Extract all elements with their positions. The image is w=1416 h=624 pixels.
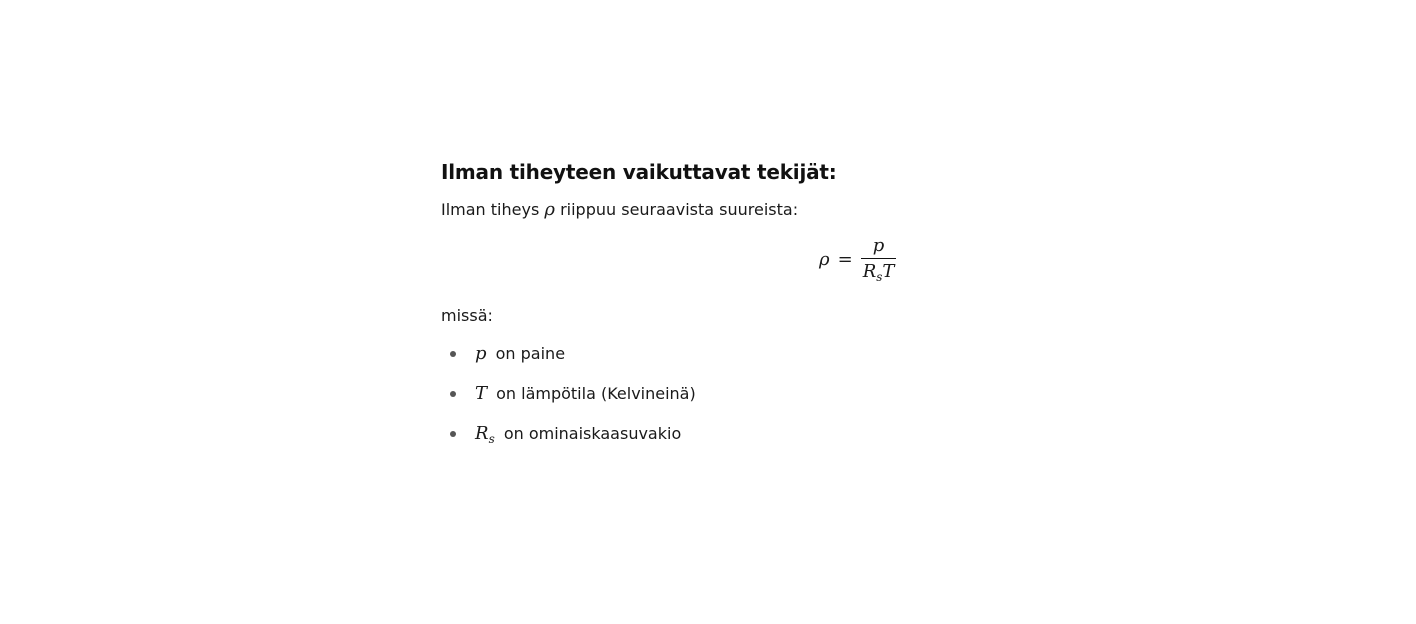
- variable-symbol: [475, 423, 495, 444]
- equals-sign: =: [837, 249, 853, 270]
- fraction: [861, 236, 897, 283]
- equation-body: [819, 236, 896, 283]
- intro-text-before: Ilman tiheys: [441, 200, 540, 219]
- bullet-icon: [450, 391, 456, 397]
- missa-label: missä:: [441, 306, 493, 325]
- density-equation: [441, 226, 1281, 294]
- equation-lhs: ρ: [819, 249, 830, 270]
- variable-main: p: [475, 343, 487, 364]
- variable-symbol: [475, 383, 487, 404]
- document-content: [441, 156, 1281, 462]
- list-item: [441, 422, 1281, 462]
- fraction-numerator: p: [872, 235, 885, 256]
- variable-symbol: [475, 343, 487, 364]
- rho-symbol: ρ: [544, 199, 555, 220]
- definition-text: on paine: [495, 344, 566, 363]
- intro-paragraph: [441, 198, 1281, 222]
- intro-text-after: riippuu seuraavista suureista:: [560, 200, 799, 219]
- denominator-r: R: [862, 261, 877, 282]
- variable-subscript: s: [488, 432, 495, 446]
- list-item: [441, 382, 1281, 422]
- definitions-list: [441, 342, 1281, 462]
- variable-main: R: [475, 423, 489, 444]
- bullet-icon: [450, 351, 456, 357]
- list-item: [441, 342, 1281, 382]
- denominator-t: T: [882, 261, 895, 282]
- definition-text: on ominaiskaasuvakio: [503, 424, 682, 443]
- fraction-denominator: [861, 259, 897, 283]
- section-heading: Ilman tiheyteen vaikuttavat tekijät:: [441, 160, 837, 184]
- definition-text: on lämpötila (Kelvineinä): [496, 384, 696, 403]
- denominator-subscript: s: [876, 270, 883, 284]
- bullet-icon: [450, 431, 456, 437]
- variable-main: T: [475, 383, 488, 404]
